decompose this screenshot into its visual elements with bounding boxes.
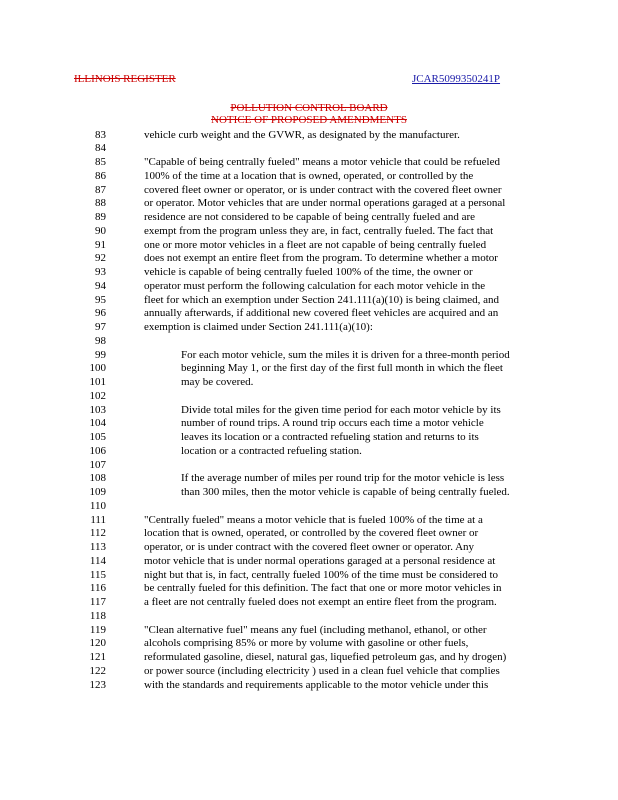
line-number: 121 <box>89 651 106 663</box>
line-text: location or a contracted refueling station. <box>181 444 362 457</box>
line-number: 102 <box>89 389 106 402</box>
line-text: For each motor vehicle, sum the miles it is driven for a three-month period <box>181 348 510 361</box>
line-number: 83 <box>95 128 106 141</box>
text-line <box>0 431 618 444</box>
line-number: 88 <box>95 197 106 210</box>
line-number: 119 <box>89 623 106 636</box>
line-number: 109 <box>89 486 106 498</box>
register-title: ILLINOIS REGISTER <box>74 73 176 85</box>
line-text: night but that is, in fact, centrally fueled 100% of the time must be considered to <box>144 568 499 581</box>
line-text: 100% of the time at a location that is owned, operated, or controlled by the <box>144 169 474 182</box>
line-text: annually afterwards, if additional new covered fleet vehicles are acquired and an <box>144 307 499 320</box>
line-text: does not exempt an entire fleet from the program. To determine whether a motor <box>144 252 498 265</box>
line-text: "Clean alternative fuel" means any fuel (including methanol, ethanol, or other <box>144 623 487 636</box>
text-line <box>0 610 618 623</box>
line-text: fleet for which an exemption under Section 241.111(a)(10) is being claimed, and <box>144 293 500 306</box>
line-number: 108 <box>89 472 106 485</box>
line-text: or operator. Motor vehicles that are under normal operations garaged at a personal <box>144 197 506 210</box>
line-number: 99 <box>95 348 106 361</box>
text-line <box>0 252 618 265</box>
line-text: vehicle curb weight and the GVWR, as designated by the manufacturer. <box>144 128 460 141</box>
line-number: 117 <box>89 596 106 608</box>
line-text: with the standards and requirements applicable to the motor vehicle under this <box>144 678 489 691</box>
text-line <box>0 184 618 197</box>
text-line <box>0 225 618 238</box>
line-text: exempt from the program unless they are, in fact, centrally fueled. The fact that <box>144 224 494 237</box>
line-number: 122 <box>89 664 106 677</box>
text-line <box>0 129 618 142</box>
line-number: 89 <box>95 211 106 223</box>
line-text: than 300 miles, then the motor vehicle is capable of being centrally fueled. <box>181 486 510 498</box>
text-line <box>0 500 618 513</box>
line-number: 107 <box>89 458 106 471</box>
line-number: 111 <box>90 513 106 526</box>
line-text: exemption is claimed under Section 241.111(a)(10): <box>144 321 373 333</box>
text-line <box>0 142 618 155</box>
line-number: 96 <box>95 307 106 320</box>
line-text: may be covered. <box>181 376 254 388</box>
text-line <box>0 417 618 430</box>
line-number: 101 <box>89 376 106 388</box>
line-number: 97 <box>95 321 106 333</box>
text-line <box>0 637 618 650</box>
line-text: beginning May 1, or the first day of the first full month in which the fleet <box>181 362 503 375</box>
line-number: 85 <box>95 156 106 168</box>
text-line <box>0 569 618 582</box>
text-line <box>0 266 618 279</box>
text-line <box>0 459 618 472</box>
line-number: 100 <box>89 362 106 375</box>
line-number: 86 <box>95 169 106 182</box>
line-text: one or more motor vehicles in a fleet are not capable of being centrally fueled <box>144 238 487 251</box>
line-number: 94 <box>95 279 106 292</box>
text-line <box>0 239 618 252</box>
line-text: a fleet are not centrally fueled does not exempt an entire fleet from the program. <box>144 596 497 608</box>
text-line <box>0 665 618 678</box>
text-line <box>0 280 618 293</box>
text-line <box>0 404 618 417</box>
line-text: residence are not considered to be capable of being centrally fueled and are <box>144 211 476 223</box>
line-number: 93 <box>95 266 106 278</box>
line-number: 114 <box>89 554 106 567</box>
text-line <box>0 335 618 348</box>
line-text: If the average number of miles per round trip for the motor vehicle is less <box>181 472 505 485</box>
line-number: 87 <box>95 183 106 196</box>
line-text: location that is owned, operated, or controlled by the covered fleet owner or <box>144 527 479 540</box>
text-line <box>0 486 618 499</box>
line-number: 120 <box>89 637 106 650</box>
line-text: leaves its location or a contracted refueling station and returns to its <box>181 431 479 443</box>
text-line <box>0 362 618 375</box>
text-line <box>0 514 618 527</box>
text-line <box>0 651 618 664</box>
line-text: operator must perform the following calculation for each motor vehicle in the <box>144 279 486 292</box>
line-number: 90 <box>95 224 106 237</box>
text-line <box>0 349 618 362</box>
line-number: 91 <box>95 238 106 251</box>
text-line <box>0 294 618 307</box>
line-number: 118 <box>89 609 106 622</box>
line-number: 113 <box>89 541 106 553</box>
line-number: 95 <box>95 293 106 306</box>
text-line <box>0 390 618 403</box>
line-number: 112 <box>89 527 106 540</box>
line-number: 105 <box>89 431 106 443</box>
line-text: reformulated gasoline, diesel, natural gas, liquefied petroleum gas, and hy drogen) <box>144 651 507 663</box>
line-text: operator, or is under contract with the covered fleet owner or operator. Any <box>144 541 475 553</box>
text-line <box>0 624 618 637</box>
line-text: vehicle is capable of being centrally fueled 100% of the time, the owner or <box>144 266 473 278</box>
line-text: number of round trips. A round trip occurs each time a motor vehicle <box>181 417 484 430</box>
line-text: Divide total miles for the given time period for each motor vehicle by its <box>181 403 501 416</box>
text-line <box>0 582 618 595</box>
line-text: "Capable of being centrally fueled" means a motor vehicle that could be refueled <box>144 156 500 168</box>
line-number: 104 <box>89 417 106 430</box>
text-line <box>0 156 618 169</box>
line-text: motor vehicle that is under normal operations garaged at a personal residence at <box>144 554 496 567</box>
text-line <box>0 211 618 224</box>
line-number: 98 <box>95 334 106 347</box>
text-line <box>0 596 618 609</box>
text-line <box>0 307 618 320</box>
line-number: 116 <box>89 582 106 595</box>
text-line <box>0 445 618 458</box>
text-line <box>0 321 618 334</box>
line-text: be centrally fueled for this definition. The fact that one or more motor vehicles in <box>144 582 502 595</box>
text-line <box>0 555 618 568</box>
jcar-code-link[interactable]: JCAR5099350241P <box>412 73 501 85</box>
line-number: 110 <box>89 499 106 512</box>
line-text: alcohols comprising 85% or more by volume with gasoline or other fuels, <box>144 637 469 650</box>
text-line <box>0 541 618 554</box>
line-text: or power source (including electricity ) used in a clean fuel vehicle that complies <box>144 664 500 677</box>
line-text: "Centrally fueled" means a motor vehicle that is fueled 100% of the time at a <box>144 513 483 526</box>
line-number: 92 <box>95 252 106 265</box>
line-number: 106 <box>89 444 106 457</box>
text-line <box>0 197 618 210</box>
line-number: 103 <box>89 403 106 416</box>
text-line <box>0 376 618 389</box>
text-line <box>0 679 618 692</box>
text-line <box>0 170 618 183</box>
notice-title: NOTICE OF PROPOSED AMENDMENTS <box>211 114 407 126</box>
line-number: 123 <box>89 678 106 691</box>
line-text: covered fleet owner or operator, or is under contract with the covered fleet owner <box>144 183 502 196</box>
text-line <box>0 472 618 485</box>
line-number: 115 <box>89 568 106 581</box>
agency-title: POLLUTION CONTROL BOARD <box>230 102 388 114</box>
text-line <box>0 527 618 540</box>
line-number: 84 <box>95 142 106 155</box>
